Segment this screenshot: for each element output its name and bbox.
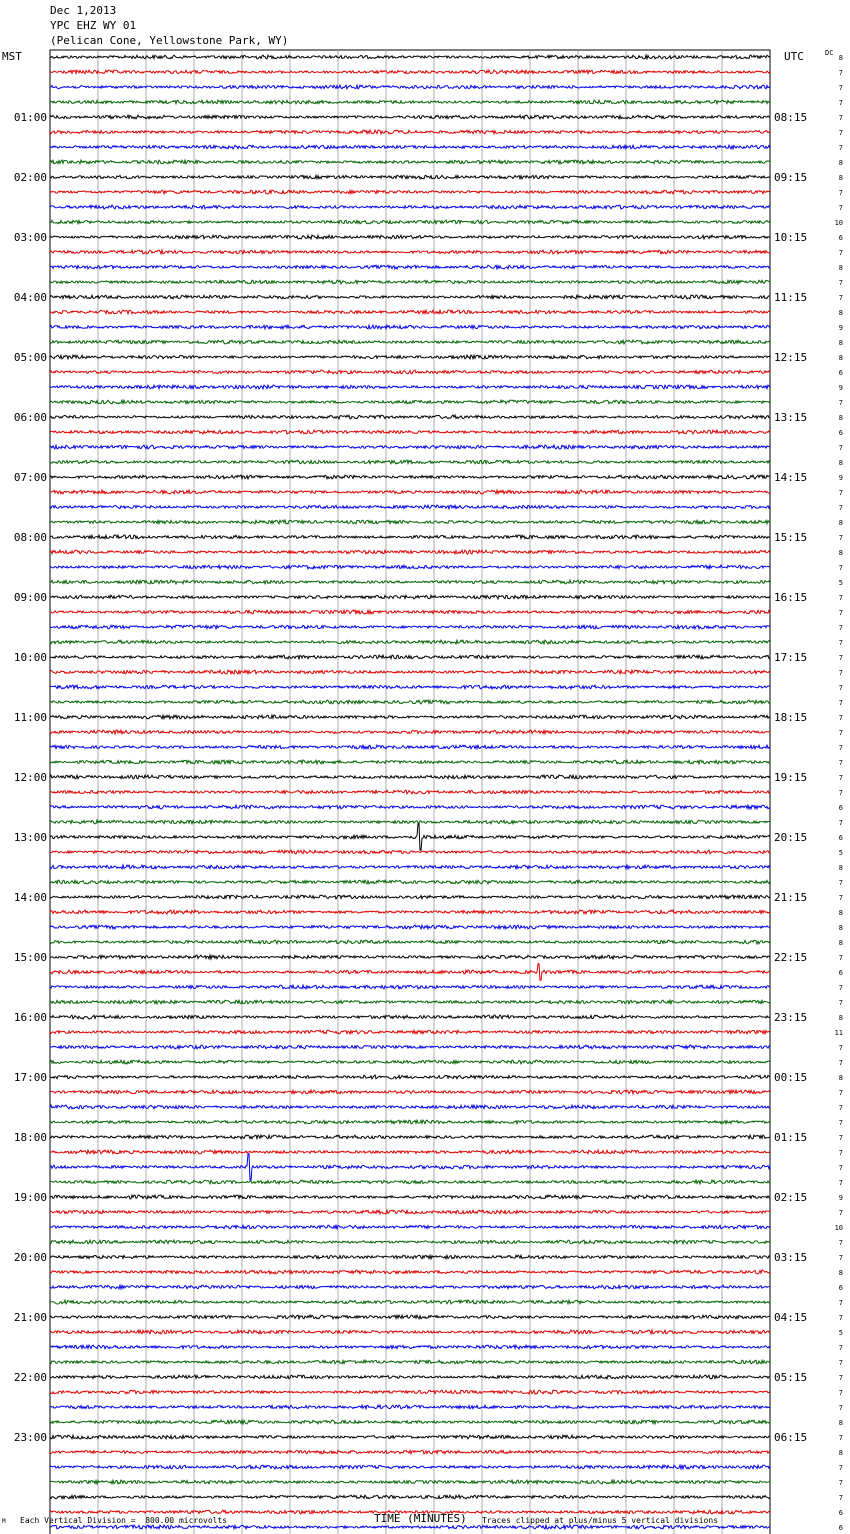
dc-offset-label: 7 xyxy=(838,1389,843,1397)
seismic-trace xyxy=(50,385,770,389)
seismic-trace xyxy=(50,790,770,794)
seismic-trace xyxy=(50,1060,770,1064)
hour-label-utc: 20:15 xyxy=(774,831,808,844)
dc-offset-label: 5 xyxy=(838,579,843,587)
seismic-trace xyxy=(50,1495,770,1499)
seismic-trace xyxy=(50,1240,770,1244)
seismic-trace xyxy=(50,1135,770,1139)
seismic-trace xyxy=(50,730,770,734)
dc-offset-label: 7 xyxy=(838,1254,843,1262)
dc-offset-label: 7 xyxy=(838,999,843,1007)
dc-offset-label: 6 xyxy=(838,1524,843,1532)
seismic-trace xyxy=(50,1210,770,1214)
seismic-trace xyxy=(50,370,770,374)
seismic-trace xyxy=(50,640,770,644)
dc-offset-label: 6 xyxy=(838,234,843,242)
seismic-trace xyxy=(50,1154,770,1180)
seismic-trace xyxy=(50,824,770,850)
corner-mark: M xyxy=(2,1518,6,1525)
hour-label-utc: 23:15 xyxy=(774,1011,808,1024)
dc-offset-label: 7 xyxy=(838,399,843,407)
hour-label-utc: 12:15 xyxy=(774,351,808,364)
hour-label-mst: 04:00 xyxy=(13,291,47,304)
seismic-trace xyxy=(50,145,770,149)
seismic-trace xyxy=(50,1270,770,1274)
seismic-trace xyxy=(50,1360,770,1364)
dc-offset-label: 8 xyxy=(838,459,843,467)
seismic-trace xyxy=(50,850,770,854)
hour-label-utc: 13:15 xyxy=(774,411,808,424)
seismic-trace xyxy=(50,925,770,929)
seismic-trace xyxy=(50,115,770,119)
seismic-trace xyxy=(50,445,770,449)
hour-label-utc: 18:15 xyxy=(774,711,808,724)
dc-offset-label: 7 xyxy=(838,654,843,662)
seismic-trace xyxy=(50,175,770,179)
dc-offset-label: 7 xyxy=(838,504,843,512)
dc-offset-label: 7 xyxy=(838,699,843,707)
seismic-trace xyxy=(50,340,770,344)
seismic-trace xyxy=(50,1450,770,1454)
clip-note: Traces clipped at plus/minus 5 vertical divisions xyxy=(482,1516,719,1525)
seismic-trace xyxy=(50,460,770,464)
seismic-trace xyxy=(50,1435,770,1439)
hour-label-utc: 17:15 xyxy=(774,651,808,664)
seismic-trace xyxy=(50,610,770,614)
seismic-trace xyxy=(50,1525,770,1529)
seismic-trace xyxy=(50,805,770,809)
seismic-trace xyxy=(50,955,770,959)
seismic-trace xyxy=(50,1045,770,1049)
hour-label-utc: 22:15 xyxy=(774,951,808,964)
dc-offset-label: 7 xyxy=(838,1134,843,1142)
dc-offset-label: 8 xyxy=(838,909,843,917)
seismic-trace xyxy=(50,355,770,359)
hour-label-mst: 02:00 xyxy=(13,171,47,184)
seismic-trace xyxy=(50,1255,770,1259)
seismic-trace xyxy=(50,310,770,314)
dc-offset-label: 8 xyxy=(838,924,843,932)
dc-offset-label: 8 xyxy=(838,1419,843,1427)
seismic-trace xyxy=(50,415,770,419)
seismic-trace xyxy=(50,1120,770,1124)
header-location: (Pelican Cone, Yellowstone Park, WY) xyxy=(50,34,289,47)
hour-label-mst: 17:00 xyxy=(13,1071,47,1084)
seismic-trace xyxy=(50,880,770,884)
dc-offset-label: 7 xyxy=(838,1344,843,1352)
seismic-trace xyxy=(50,1315,770,1319)
dc-offset-label: 7 xyxy=(838,1494,843,1502)
seismic-trace xyxy=(50,85,770,89)
dc-offset-label: 6 xyxy=(838,1509,843,1517)
seismic-trace xyxy=(50,910,770,914)
dc-offset-label: 6 xyxy=(838,369,843,377)
dc-offset-label: 7 xyxy=(838,1164,843,1172)
dc-offset-label: 7 xyxy=(838,789,843,797)
dc-offset-label: 7 xyxy=(838,129,843,137)
dc-offset-label: 8 xyxy=(838,549,843,557)
dc-offset-label: 7 xyxy=(838,144,843,152)
hour-label-utc: 02:15 xyxy=(774,1191,808,1204)
seismic-trace xyxy=(50,1075,770,1079)
hour-label-mst: 06:00 xyxy=(13,411,47,424)
seismic-trace xyxy=(50,1030,770,1034)
seismic-trace xyxy=(50,1090,770,1094)
seismic-trace xyxy=(50,520,770,524)
seismic-trace xyxy=(50,475,770,479)
dc-offset-label: 7 xyxy=(838,444,843,452)
dc-offset-label: 8 xyxy=(838,354,843,362)
dc-offset-label: 7 xyxy=(838,489,843,497)
seismic-trace xyxy=(50,940,770,944)
dc-offset-label: 7 xyxy=(838,879,843,887)
seismic-trace xyxy=(50,565,770,569)
seismic-trace xyxy=(50,160,770,164)
hour-label-utc: 00:15 xyxy=(774,1071,808,1084)
dc-offset-label: 8 xyxy=(838,1449,843,1457)
dc-offset-label: 7 xyxy=(838,279,843,287)
dc-offset-label: 6 xyxy=(838,834,843,842)
hour-label-utc: 14:15 xyxy=(774,471,808,484)
hour-label-utc: 03:15 xyxy=(774,1251,808,1264)
dc-offset-label: 6 xyxy=(838,1284,843,1292)
seismic-trace xyxy=(50,1015,770,1019)
dc-offset-label: 8 xyxy=(838,939,843,947)
dc-offset-label: 7 xyxy=(838,294,843,302)
dc-offset-label: 6 xyxy=(838,429,843,437)
seismic-trace xyxy=(50,1480,770,1484)
dc-offset-label: 7 xyxy=(838,759,843,767)
dc-offset-label: 7 xyxy=(838,594,843,602)
seismic-trace xyxy=(50,550,770,554)
dc-offset-label: 9 xyxy=(838,474,843,482)
seismic-trace xyxy=(50,280,770,284)
dc-offset-label: 7 xyxy=(838,1149,843,1157)
seismic-trace xyxy=(50,1420,770,1424)
dc-offset-label: 7 xyxy=(838,744,843,752)
hour-label-utc: 15:15 xyxy=(774,531,808,544)
dc-offset-label: 7 xyxy=(838,1434,843,1442)
hour-label-utc: 06:15 xyxy=(774,1431,808,1444)
seismic-trace xyxy=(50,505,770,509)
dc-offset-label: 10 xyxy=(834,219,843,227)
dc-offset-label: 7 xyxy=(838,984,843,992)
dc-offset-label: 8 xyxy=(838,339,843,347)
hour-label-mst: 22:00 xyxy=(13,1371,47,1384)
scale-note: Each Vertical Division = 800.00 microvolts xyxy=(20,1516,228,1525)
dc-offset-label: 7 xyxy=(838,1299,843,1307)
dc-offset-label: 8 xyxy=(838,1014,843,1022)
hour-label-mst: 03:00 xyxy=(13,231,47,244)
dc-offset-label: 8 xyxy=(838,174,843,182)
hour-label-mst: 18:00 xyxy=(13,1131,47,1144)
header-date: Dec 1,2013 xyxy=(50,4,117,17)
hour-label-mst: 08:00 xyxy=(13,531,47,544)
hour-label-utc: 01:15 xyxy=(774,1131,808,1144)
dc-offset-label: 8 xyxy=(838,1269,843,1277)
seismic-trace xyxy=(50,775,770,779)
hour-label-mst: 09:00 xyxy=(13,591,47,604)
dc-offset-label: 6 xyxy=(838,804,843,812)
dc-offset-label: 7 xyxy=(838,249,843,257)
seismic-trace xyxy=(50,400,770,404)
dc-offset-label: 8 xyxy=(838,519,843,527)
seismic-trace xyxy=(50,1150,770,1154)
dc-offset-label: 7 xyxy=(838,684,843,692)
hour-label-mst: 14:00 xyxy=(13,891,47,904)
dc-offset-label: 7 xyxy=(838,84,843,92)
hour-label-utc: 16:15 xyxy=(774,591,808,604)
seismic-trace xyxy=(50,1465,770,1469)
hour-label-utc: 09:15 xyxy=(774,171,808,184)
dc-offset-label: 7 xyxy=(838,1059,843,1067)
dc-offset-label: 11 xyxy=(834,1029,843,1037)
dc-offset-label: 7 xyxy=(838,729,843,737)
seismic-trace xyxy=(50,1105,770,1109)
dc-offset-label: 5 xyxy=(838,849,843,857)
dc-offset-label: 8 xyxy=(838,1074,843,1082)
hour-label-mst: 15:00 xyxy=(13,951,47,964)
dc-offset-label: 9 xyxy=(838,324,843,332)
seismic-trace xyxy=(50,430,770,434)
dc-offset-label: 8 xyxy=(838,864,843,872)
dc-offset-label: 7 xyxy=(838,1119,843,1127)
hour-label-utc: 04:15 xyxy=(774,1311,808,1324)
dc-offset-label: 5 xyxy=(838,1329,843,1337)
seismic-trace xyxy=(50,580,770,584)
hour-label-utc: 21:15 xyxy=(774,891,808,904)
seismic-trace xyxy=(50,655,770,659)
dc-offset-label: 7 xyxy=(838,819,843,827)
hour-label-utc: 19:15 xyxy=(774,771,808,784)
seismic-trace xyxy=(50,220,770,224)
dc-offset-label: 7 xyxy=(838,639,843,647)
dc-offset-label: 6 xyxy=(838,969,843,977)
seismic-trace xyxy=(50,490,770,494)
seismic-trace xyxy=(50,1180,770,1184)
seismic-trace xyxy=(50,715,770,719)
seismic-trace xyxy=(50,55,770,59)
seismic-trace xyxy=(50,895,770,899)
seismic-trace xyxy=(50,1195,770,1199)
seismic-trace xyxy=(50,1390,770,1394)
dc-offset-label: 8 xyxy=(838,54,843,62)
dc-offset-label: 7 xyxy=(838,69,843,77)
seismic-trace xyxy=(50,265,770,269)
hour-label-mst: 20:00 xyxy=(13,1251,47,1264)
dc-offset-label: 8 xyxy=(838,159,843,167)
dc-offset-label: 7 xyxy=(838,1314,843,1322)
dc-offset-label: 8 xyxy=(838,414,843,422)
dc-offset-label: 7 xyxy=(838,1089,843,1097)
seismic-trace xyxy=(50,190,770,194)
seismic-trace xyxy=(50,1300,770,1304)
hour-label-mst: 01:00 xyxy=(13,111,47,124)
dc-offset-label: 7 xyxy=(838,894,843,902)
right-timezone-label: UTC xyxy=(784,50,804,63)
dc-offset-label: 7 xyxy=(838,1359,843,1367)
dc-offset-label: 7 xyxy=(838,189,843,197)
hour-label-utc: 08:15 xyxy=(774,111,808,124)
seismic-trace xyxy=(50,865,770,869)
dc-offset-label: 7 xyxy=(838,669,843,677)
hour-label-utc: 11:15 xyxy=(774,291,808,304)
dc-offset-label: 7 xyxy=(838,564,843,572)
hour-label-mst: 11:00 xyxy=(13,711,47,724)
seismic-trace xyxy=(50,250,770,254)
dc-offset-label: 7 xyxy=(838,534,843,542)
dc-offset-label: 7 xyxy=(838,609,843,617)
dc-offset-label: 7 xyxy=(838,714,843,722)
dc-offset-label: 7 xyxy=(838,1404,843,1412)
seismic-trace xyxy=(50,964,770,981)
dc-offset-label: 7 xyxy=(838,1239,843,1247)
hour-label-mst: 13:00 xyxy=(13,831,47,844)
seismic-trace xyxy=(50,595,770,599)
hour-label-mst: 07:00 xyxy=(13,471,47,484)
dc-label: DC xyxy=(825,49,834,57)
seismic-trace xyxy=(50,235,770,239)
seismic-trace xyxy=(50,760,770,764)
seismic-trace xyxy=(50,700,770,704)
seismic-trace xyxy=(50,685,770,689)
hour-label-utc: 05:15 xyxy=(774,1371,808,1384)
hour-label-mst: 19:00 xyxy=(13,1191,47,1204)
dc-offset-label: 7 xyxy=(838,1479,843,1487)
dc-offset-label: 7 xyxy=(838,624,843,632)
seismic-trace xyxy=(50,670,770,674)
dc-offset-label: 7 xyxy=(838,99,843,107)
seismic-trace xyxy=(50,1405,770,1409)
seismic-trace xyxy=(50,100,770,104)
hour-label-mst: 05:00 xyxy=(13,351,47,364)
seismic-trace xyxy=(50,1330,770,1334)
dc-offset-label: 7 xyxy=(838,1374,843,1382)
hour-label-mst: 21:00 xyxy=(13,1311,47,1324)
dc-offset-label: 8 xyxy=(838,264,843,272)
dc-offset-label: 7 xyxy=(838,1179,843,1187)
dc-offset-label: 9 xyxy=(838,384,843,392)
dc-offset-label: 7 xyxy=(838,1044,843,1052)
dc-offset-label: 7 xyxy=(838,1464,843,1472)
dc-offset-label: 7 xyxy=(838,204,843,212)
hour-label-mst: 10:00 xyxy=(13,651,47,664)
seismic-trace xyxy=(50,70,770,74)
seismic-trace xyxy=(50,325,770,329)
dc-offset-label: 9 xyxy=(838,1194,843,1202)
seismic-trace xyxy=(50,820,770,824)
seismic-trace xyxy=(50,1375,770,1379)
dc-offset-label: 7 xyxy=(838,954,843,962)
seismic-trace xyxy=(50,1225,770,1229)
seismic-trace xyxy=(50,1000,770,1004)
dc-offset-label: 7 xyxy=(838,774,843,782)
header-station: YPC EHZ WY 01 xyxy=(50,19,137,32)
seismic-trace xyxy=(50,1345,770,1349)
seismic-trace xyxy=(50,1285,770,1289)
dc-offset-label: 7 xyxy=(838,114,843,122)
hour-label-mst: 23:00 xyxy=(13,1431,47,1444)
seismic-trace xyxy=(50,130,770,134)
dc-offset-label: 7 xyxy=(838,1104,843,1112)
seismic-trace xyxy=(50,205,770,209)
seismic-trace xyxy=(50,985,770,989)
x-axis-title: TIME (MINUTES) xyxy=(374,1512,467,1525)
seismic-trace xyxy=(50,535,770,539)
dc-offset-label: 10 xyxy=(834,1224,843,1232)
hour-label-mst: 12:00 xyxy=(13,771,47,784)
seismic-trace xyxy=(50,295,770,299)
dc-offset-label: 7 xyxy=(838,1209,843,1217)
left-timezone-label: MST xyxy=(2,50,22,63)
hour-label-mst: 16:00 xyxy=(13,1011,47,1024)
hour-label-utc: 10:15 xyxy=(774,231,808,244)
dc-offset-label: 8 xyxy=(838,309,843,317)
seismic-trace xyxy=(50,625,770,629)
seismic-trace xyxy=(50,745,770,749)
